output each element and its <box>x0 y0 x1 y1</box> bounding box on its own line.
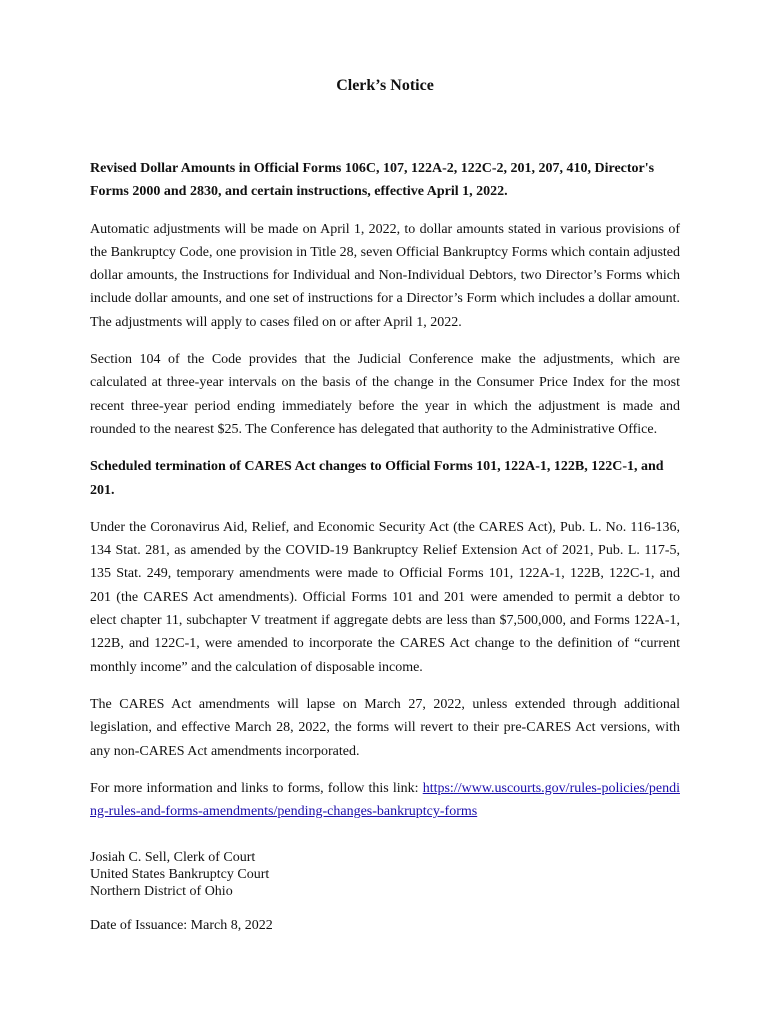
paragraph-automatic-adjustments: Automatic adjustments will be made on April 1, 2022, to dollar amounts stated in various provisions of the Bankruptcy Code, one provision in Title 28, seven Official Bankruptcy Forms which contain adjusted dollar amounts, the Instructions for Individual and Non-Individual Debtors, two Director’s Forms which include dollar amounts, and one set of instructions for a Director’s Form which includes a dollar amount. The adjustments will apply to cases filed on or after April 1, 2022. <box>90 221 680 330</box>
page-title: Clerk’s Notice <box>336 77 434 94</box>
signature-court: United States Bankruptcy Court <box>90 867 270 883</box>
uscourts-link[interactable]: https://www.uscourts.gov/rules-policies/pending-rules-and-forms-amendments/pending-changes-bankruptcy-forms <box>90 780 680 820</box>
more-information-text: For more information and links to forms, follow this link: <box>90 780 423 796</box>
signature-district: Northern District of Ohio <box>90 884 233 900</box>
signature-block <box>90 849 680 900</box>
paragraph-more-information <box>90 777 680 824</box>
section-heading-dollar-amounts: Revised Dollar Amounts in Official Forms 106C, 107, 122A-2, 122C-2, 201, 207, 410, Director's Forms 2000 and 2830, and certain instructions, effective April 1, 2022. <box>90 161 655 200</box>
paragraph-cares-act-lapse: The CARES Act amendments will lapse on March 27, 2022, unless extended through additional legislation, and effective March 28, 2022, the forms will revert to their pre-CARES Act versions, with any non-CARES Act amendments incorporated. <box>90 696 680 759</box>
section-heading-cares-act: Scheduled termination of CARES Act changes to Official Forms 101, 122A-1, 122B, 122C-1, and 201. <box>90 459 664 498</box>
document-body <box>90 157 680 934</box>
paragraph-cares-act-amendments: Under the Coronavirus Aid, Relief, and Economic Security Act (the CARES Act), Pub. L. No. 116-136, 134 Stat. 281, as amended by the COVID-19 Bankruptcy Relief Extension Act of 2021, Pub. L. 117-5, 135 Stat. 249, temporary amendments were made to Official Forms 101, 122A-1, 122B, 122C-1, and 201 (the CARES Act amendments). Official Forms 101 and 201 were amended to permit a debtor to elect chapter 11, subchapter V treatment if aggregate debts are less than $7,500,000, and Forms 122A-1, 122B, and 122C-1, were amended to incorporate the CARES Act change to the definition of “current monthly income” and the calculation of disposable income. <box>90 519 680 675</box>
date-of-issuance: Date of Issuance: March 8, 2022 <box>90 918 273 934</box>
paragraph-section-104: Section 104 of the Code provides that the Judicial Conference make the adjustments, which are calculated at three-year intervals on the basis of the change in the Consumer Price Index for the most recent three-year period ending immediately before the year in which the adjustment is made and rounded to the nearest $25. The Conference has delegated that authority to the Administrative Office. <box>90 352 680 437</box>
signature-name: Josiah C. Sell, Clerk of Court <box>90 850 256 866</box>
